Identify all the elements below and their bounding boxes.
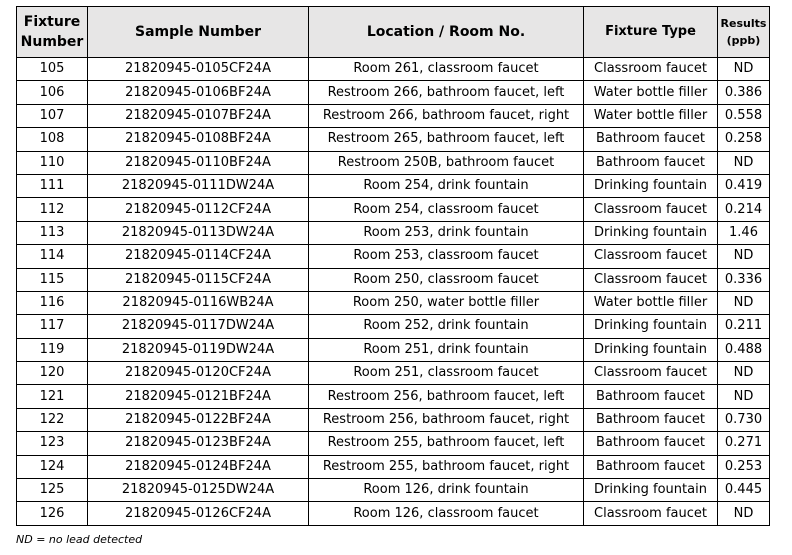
table-row: [17, 455, 770, 478]
sample-number-cell: 21820945-0123BF24A: [88, 432, 309, 455]
location-cell: Room 126, drink fountain: [309, 479, 584, 502]
fixture-number-cell: 108: [17, 128, 88, 151]
fixture-number-cell: 122: [17, 408, 88, 431]
table-row: [17, 408, 770, 431]
table-row: [17, 315, 770, 338]
fixture-type-cell: Bathroom faucet: [584, 151, 718, 174]
location-cell: Restroom 266, bathroom faucet, right: [309, 104, 584, 127]
fixture-type-cell: Bathroom faucet: [584, 385, 718, 408]
sample-number-cell: 21820945-0126CF24A: [88, 502, 309, 525]
fixture-type-cell: Bathroom faucet: [584, 128, 718, 151]
header-sample-number: Sample Number: [88, 7, 309, 58]
result-cell: 0.419: [718, 174, 770, 197]
table-row: [17, 268, 770, 291]
fixture-type-cell: Bathroom faucet: [584, 408, 718, 431]
fixture-number-cell: 114: [17, 245, 88, 268]
location-cell: Room 250, classroom faucet: [309, 268, 584, 291]
result-cell: 0.386: [718, 81, 770, 104]
table-row: [17, 362, 770, 385]
result-cell: 1.46: [718, 221, 770, 244]
table-row: [17, 104, 770, 127]
table-row: [17, 432, 770, 455]
sample-number-cell: 21820945-0112CF24A: [88, 198, 309, 221]
location-cell: Room 250, water bottle filler: [309, 291, 584, 314]
sample-number-cell: 21820945-0105CF24A: [88, 58, 309, 81]
table-row: [17, 128, 770, 151]
result-cell: 0.253: [718, 455, 770, 478]
fixture-number-cell: 121: [17, 385, 88, 408]
fixture-number-cell: 113: [17, 221, 88, 244]
sample-number-cell: 21820945-0114CF24A: [88, 245, 309, 268]
fixture-type-cell: Water bottle filler: [584, 81, 718, 104]
sample-number-cell: 21820945-0107BF24A: [88, 104, 309, 127]
result-cell: 0.445: [718, 479, 770, 502]
fixture-number-cell: 107: [17, 104, 88, 127]
fixture-number-cell: 120: [17, 362, 88, 385]
location-cell: Room 261, classroom faucet: [309, 58, 584, 81]
footnote: ND = no lead detected: [16, 533, 143, 546]
fixture-type-cell: Drinking fountain: [584, 221, 718, 244]
location-cell: Restroom 256, bathroom faucet, right: [309, 408, 584, 431]
fixture-type-cell: Bathroom faucet: [584, 432, 718, 455]
location-cell: Restroom 255, bathroom faucet, left: [309, 432, 584, 455]
table-row: [17, 221, 770, 244]
result-cell: ND: [718, 502, 770, 525]
table-row: [17, 174, 770, 197]
fixture-type-cell: Water bottle filler: [584, 291, 718, 314]
fixture-type-cell: Classroom faucet: [584, 58, 718, 81]
table-row: [17, 479, 770, 502]
sample-number-cell: 21820945-0111DW24A: [88, 174, 309, 197]
fixture-number-cell: 106: [17, 81, 88, 104]
fixture-type-cell: Classroom faucet: [584, 502, 718, 525]
table-row: [17, 58, 770, 81]
location-cell: Restroom 265, bathroom faucet, left: [309, 128, 584, 151]
result-cell: ND: [718, 58, 770, 81]
fixture-number-cell: 124: [17, 455, 88, 478]
sample-number-cell: 21820945-0115CF24A: [88, 268, 309, 291]
fixture-number-cell: 115: [17, 268, 88, 291]
result-cell: ND: [718, 151, 770, 174]
lead-results-table: [16, 6, 770, 526]
location-cell: Room 253, classroom faucet: [309, 245, 584, 268]
sample-number-cell: 21820945-0106BF24A: [88, 81, 309, 104]
header-fixture-type: Fixture Type: [584, 7, 718, 58]
table-row: [17, 151, 770, 174]
fixture-number-cell: 117: [17, 315, 88, 338]
location-cell: Restroom 250B, bathroom faucet: [309, 151, 584, 174]
fixture-type-cell: Drinking fountain: [584, 315, 718, 338]
sample-number-cell: 21820945-0117DW24A: [88, 315, 309, 338]
table-row: [17, 385, 770, 408]
fixture-type-cell: Drinking fountain: [584, 338, 718, 361]
location-cell: Room 254, classroom faucet: [309, 198, 584, 221]
result-cell: 0.730: [718, 408, 770, 431]
sample-number-cell: 21820945-0116WB24A: [88, 291, 309, 314]
sample-number-cell: 21820945-0110BF24A: [88, 151, 309, 174]
table-row: [17, 502, 770, 525]
table-row: [17, 291, 770, 314]
result-cell: 0.211: [718, 315, 770, 338]
fixture-type-cell: Water bottle filler: [584, 104, 718, 127]
result-cell: ND: [718, 245, 770, 268]
result-cell: 0.214: [718, 198, 770, 221]
fixture-number-cell: 126: [17, 502, 88, 525]
location-cell: Room 252, drink fountain: [309, 315, 584, 338]
sample-number-cell: 21820945-0113DW24A: [88, 221, 309, 244]
sample-number-cell: 21820945-0119DW24A: [88, 338, 309, 361]
sample-number-cell: 21820945-0120CF24A: [88, 362, 309, 385]
table-body: [17, 58, 770, 526]
result-cell: 0.488: [718, 338, 770, 361]
table-row: [17, 245, 770, 268]
fixture-number-cell: 125: [17, 479, 88, 502]
location-cell: Room 251, drink fountain: [309, 338, 584, 361]
header-fixture-number: Fixture Number: [17, 7, 88, 58]
table-row: [17, 198, 770, 221]
fixture-number-cell: 105: [17, 58, 88, 81]
result-cell: ND: [718, 385, 770, 408]
location-cell: Room 126, classroom faucet: [309, 502, 584, 525]
fixture-number-cell: 123: [17, 432, 88, 455]
result-cell: 0.258: [718, 128, 770, 151]
result-cell: 0.336: [718, 268, 770, 291]
header-location: Location / Room No.: [309, 7, 584, 58]
sample-number-cell: 21820945-0121BF24A: [88, 385, 309, 408]
sample-number-cell: 21820945-0108BF24A: [88, 128, 309, 151]
result-cell: 0.271: [718, 432, 770, 455]
location-cell: Room 251, classroom faucet: [309, 362, 584, 385]
results-table-container: [16, 6, 769, 526]
fixture-type-cell: Drinking fountain: [584, 479, 718, 502]
fixture-number-cell: 111: [17, 174, 88, 197]
header-results: Results (ppb): [718, 7, 770, 58]
result-cell: ND: [718, 291, 770, 314]
fixture-number-cell: 112: [17, 198, 88, 221]
fixture-type-cell: Classroom faucet: [584, 362, 718, 385]
location-cell: Room 254, drink fountain: [309, 174, 584, 197]
location-cell: Restroom 266, bathroom faucet, left: [309, 81, 584, 104]
fixture-type-cell: Drinking fountain: [584, 174, 718, 197]
result-cell: 0.558: [718, 104, 770, 127]
sample-number-cell: 21820945-0122BF24A: [88, 408, 309, 431]
table-row: [17, 338, 770, 361]
fixture-type-cell: Classroom faucet: [584, 245, 718, 268]
sample-number-cell: 21820945-0125DW24A: [88, 479, 309, 502]
location-cell: Restroom 255, bathroom faucet, right: [309, 455, 584, 478]
fixture-type-cell: Bathroom faucet: [584, 455, 718, 478]
table-row: [17, 81, 770, 104]
fixture-number-cell: 116: [17, 291, 88, 314]
location-cell: Restroom 256, bathroom faucet, left: [309, 385, 584, 408]
fixture-type-cell: Classroom faucet: [584, 268, 718, 291]
result-cell: ND: [718, 362, 770, 385]
sample-number-cell: 21820945-0124BF24A: [88, 455, 309, 478]
header-row: [17, 7, 770, 58]
location-cell: Room 253, drink fountain: [309, 221, 584, 244]
fixture-number-cell: 119: [17, 338, 88, 361]
fixture-number-cell: 110: [17, 151, 88, 174]
fixture-type-cell: Classroom faucet: [584, 198, 718, 221]
